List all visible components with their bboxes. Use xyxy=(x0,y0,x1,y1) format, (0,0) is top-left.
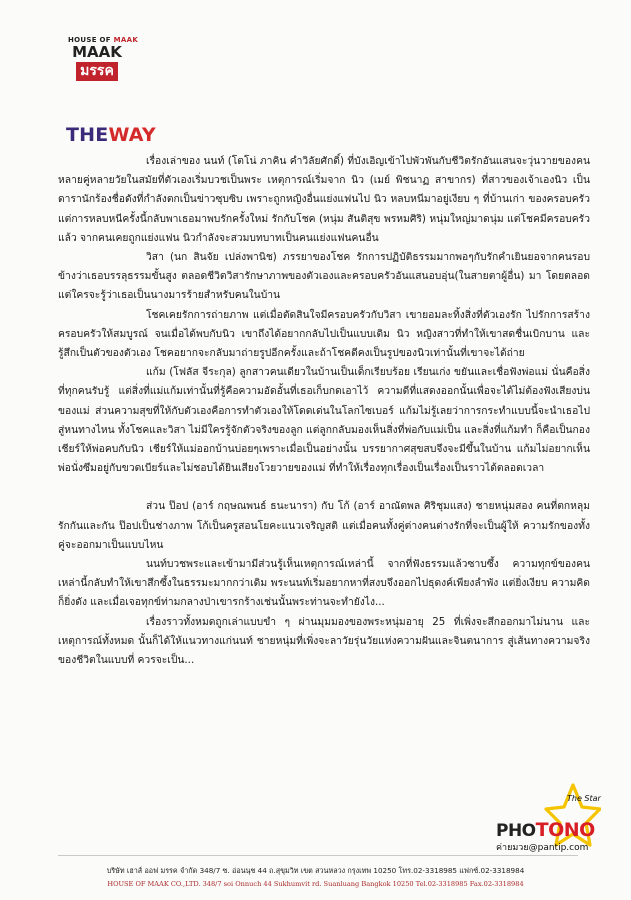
footer-divider xyxy=(58,855,578,856)
house-of-maak-logo xyxy=(68,36,139,81)
photo-credit: PHOTONO xyxy=(496,819,595,841)
paragraph: เรื่องเล่าของ นนท์ (โตโน่ ภาคิน คำวิลัยศักดิ์) ที่บังเอิญเข้าไปพัวพันกับชีวิตรักอันแสนจะวุ่นวายของคนหลายคู่หลายวัยในสมัยที่ตัวเองเริ่มบวชเป็นพระ เหตุการณ์เริ่มจาก นิว (เมย์ พิชนาฏ สาขากร) ที่สาวของเจ้าเองนิว เป็นดารานักร้องชื่อดังที่กำลังตกเป็นข่าวซุบซิบ เพราะถูกหญิงอื่นแย่งแฟนไป นิว หลบหนีมาอยู่เงียบ ๆ ที่บ้านเก่า ของครอบครัว แต่การหลบหนีครั้งนี้กลับพาเธอมาพบรักครั้งใหม่ รักกับโชค (หนุ่ม สันติสุข พรหมศิริ) หนุ่มใหญ่มาดนุ่ม แต่โชคมีครอบครัวแล้ว จากคนเคยถูกแย่งแฟน นิวกำลังจะสวมบทบาทเป็นคนแย่งแฟนคนอื่น xyxy=(58,155,590,244)
paragraph: โชคเคยรักการถ่ายภาพ แต่เมื่อตัดสินใจมีครอบครัวกับวิสา เขายอมละทิ้งสิ่งที่ตัวเองรัก ไปรักการสร้างครอบครัวให้สมบูรณ์ จนเมื่อได้พบกับนิว เขาถึงได้อยากกลับไปเป็นแบบเดิม นิว หญิงสาวที่ทำให้เขาสดชื่นเบิกบาน และรู้สึกเป็นตัวของตัวเอง โชคอยากจะกลับมาถ่ายรูปอีกครั้งและถ้าโชคดีคงเป็นรูปของนิวเท่านั้นที่เขาจะได้ถ่าย xyxy=(58,308,590,360)
paragraph: แก้ม (โฟลัส จีระกุล) ลูกสาวคนเดียวในบ้านเป็นเด็กเรียบร้อย เรียนเก่ง ขยันและเชื่อฟังพ่อแม่ นั่นคือสิ่งที่ทุกคนรับรู้ แต่สิ่งที่แม่แก้มเท่านั้นที่รู้คือความอัดอั้นที่เธอเก็บกดเอาไว้ ความดีที่แสดงออกนั้นเพื่อจะได้ไม่ต้องฟังเสียงบ่นของแม่ ส่วนความสุขที่ให้กับตัวเองคือการทำตัวเองให้โดดเด่นในโลกไซเบอร์ แก้มไม่รู้เลยว่าการกระทำแบบนี้จะนำเธอไปสู่หนทางไหน ทั้งโชคและวิสา ไม่มีใครรู้จักตัวจริงของลูก แต่ลูกกลับมองเห็นสิ่งที่พ่อกับแม่เป็น และสิ่งที่แก้มทำ ก็คือเป็นกองเชียร์ให้พ่อคบกับนิว เชียร์ให้แม่ออกบ้านบ่อยๆเพราะเมื่อเป็นอย่างนั้น บรรยากาศสุขสบจึงจะมีขึ้นในบ้าน แก้มไม่อยากเห็นพ่อนั่งซึมอยู่กับขวดเบียร์และไม่ชอบได้ยินเสียงโวยวายของแม่ ที่ทำให้เรื่องทุกเรื่องเป็นเรื่องเป็นราวได้ตลอดเวลา xyxy=(58,366,590,475)
paragraph: ส่วน ป๊อป (อาร์ กฤษณพนธ์ ธนะนารา) กับ โก้ (อาร์ อาณัตพล ศิริชุมแสง) ชายหนุ่มสอง คนที่ตกหลุมรักกันและกัน ป๊อปเป็นช่างภาพ โก้เป็นครูสอนโยคะแนวเจริญสติ แต่เมื่อคนทั้งคู่ต่างคนต่างรักที่จะเป็นผู้ให้ ความรักของทั้งคู่จะออกมาเป็นแบบไหน xyxy=(58,500,590,551)
footer-address-thai: บริษัท เฮาส์ ออฟ มรรค จำกัด 348/7 ซ. อ่อนนุช 44 ถ.สุขุมวิท เขต สวนหลวง กรุงเทพ 10250 โทร.02-3318985 แฟกซ์.02-3318984 xyxy=(106,866,525,875)
synopsis-body xyxy=(58,152,590,670)
paragraph: นนท์บวชพระและเข้ามามีส่วนรู้เห็นเหตุการณ์เหล่านี้ จากที่ฟังธรรมแล้วซาบซึ้ง ความทุกข์ของคนเหล่านี้กลับทำให้เขาสึกซึ้งในธรรมะมากกว่าเดิม พระนนท์เริ่มอยากหาที่สงบจึงออกไปธุดงค์เพียงลำพัง แต่ยิ่งเงียบ ความคิดก็ยิ่งดัง และเมื่อเจอทุกข์ท่ามกลางป่าเขารกร้างเช่นนั้นพระท่านจะทำยังไง... xyxy=(58,558,590,609)
paragraph: เรื่องราวทั้งหมดถูกเล่าแบบขำ ๆ ผ่านมุมมองของพระหนุ่มอายุ 25 ที่เพิ่งจะสึกออกมาไม่นาน และเหตุการณ์ทั้งหมด นั้นก็ได้ให้แนวทางแก่นนท์ ชายหนุ่มที่เพิ่งจะลาวัยรุ่นวัยแห่งความฝันและจินตนาการ สู่เส้นทางความจริงของชีวิตในแบบที่ ควรจะเป็น... xyxy=(58,615,590,667)
logo-tagline: HOUSE OF MAAK xyxy=(68,36,139,44)
page-title: THEWAY xyxy=(66,124,156,146)
photo-credit-sub: ค่ายมวย@pantip.com xyxy=(496,843,589,853)
paragraph: วิสา (นก สินจัย เปล่งพานิช) ภรรยาของโชค รักการปฏิบัติธรรมมากพอๆกับรักคำเยินยอจากคนรอบข้างว่าเธอบรรลุธรรมขั้นสูง ตลอดชีวิตวิสารักษาภาพของตัวเองและครอบครัวอันแสนอบอุ่น(ในสายตาผู้อื่น) มา โดยตลอด แต่ใครจะรู้ว่าเธอเป็นนางมารร้ายสำหรับคนในบ้าน xyxy=(58,251,590,302)
logo-wordmark: MAAK xyxy=(72,43,122,61)
star-label: The Star xyxy=(567,794,601,803)
footer-address-english: HOUSE OF MAAK CO.,LTD. 348/7 soi Onnuch 44 Sukhumvit rd. Suanluang Bangkok 10250 Tel.02-3318985 Fax.02-3318984 xyxy=(107,880,524,888)
logo-thai-wordmark: มรรค xyxy=(76,62,118,81)
